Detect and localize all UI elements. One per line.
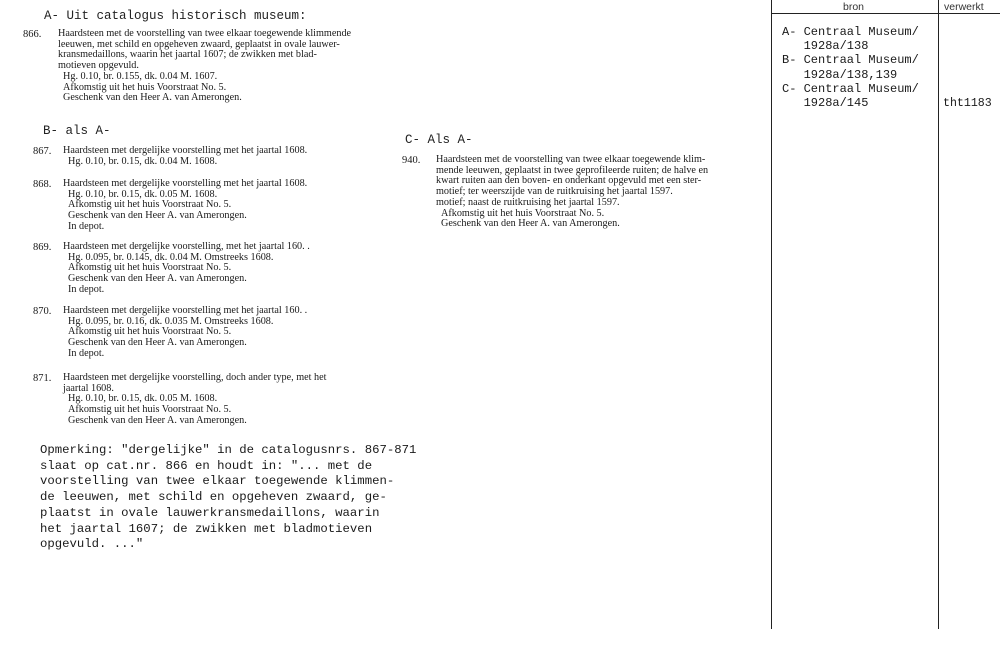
entry-line: Haardsteen met de voorstelling van twee elkaar toegewende klim- — [436, 154, 706, 165]
entry-line: kransmedaillons, waarin het jaartal 1607; de zwikken met blad- — [58, 49, 317, 61]
table-left-border — [771, 0, 772, 629]
entry-number: 940. — [402, 155, 421, 166]
entry-number: 871. — [33, 373, 52, 384]
column-header-bron: bron — [843, 1, 865, 13]
entry-line: In depot. — [68, 283, 105, 295]
entry-line: Haardsteen met dergelijke voorstelling met het jaartal 1608. — [63, 145, 308, 156]
entry-line: In depot. — [68, 347, 105, 359]
processed-code: tht1183 — [943, 97, 992, 110]
section-a-heading: A- Uit catalogus historisch museum: — [44, 9, 307, 23]
entry-number: 867. — [33, 146, 52, 157]
entry-line: Hg. 0.095, br. 0.145, dk. 0.04 M. Omstreeks 1608. — [68, 251, 274, 263]
entry-line: Geschenk van den Heer A. van Amerongen. — [63, 92, 242, 104]
entry-line: Haardsteen met de voorstelling van twee elkaar toegewende klimmende — [58, 28, 352, 39]
remark-line: opgevuld. ..." — [40, 537, 144, 552]
entry-line: mende leeuwen, geplaatst in twee geprofileerde ruiten; de halve en — [436, 164, 709, 176]
remark-line: plaatst in ovale lauwerkransmedaillons, waarin — [40, 505, 380, 520]
remark-block — [40, 443, 416, 553]
entry-number: 870. — [33, 306, 52, 317]
entry-line: Haardsteen met dergelijke voorstelling met het jaartal 1608. — [63, 178, 308, 189]
remark-line: slaat op cat.nr. 866 en houdt in: "... met de — [40, 458, 373, 473]
source-line: 1928a/138,139 — [782, 67, 898, 82]
remark-line: voorstelling van twee elkaar toegewende klimmen- — [40, 474, 395, 489]
remark-line: het jaartal 1607; de zwikken met bladmotieven — [40, 521, 373, 536]
entry-line: Geschenk van den Heer A. van Amerongen. — [68, 337, 247, 349]
source-line: B- Centraal Museum/ — [782, 53, 919, 68]
entry-line: Geschenk van den Heer A. van Amerongen. — [68, 210, 247, 222]
entry-line: motieven opgevuld. — [58, 60, 139, 72]
entry-line: Haardsteen met dergelijke voorstelling met het jaartal 160. . — [63, 305, 308, 316]
entry-line: Hg. 0.10, br. 0.155, dk. 0.04 M. 1607. — [63, 70, 218, 82]
entry-line: Hg. 0.10, br. 0.15, dk. 0.05 M. 1608. — [68, 393, 218, 405]
source-line: 1928a/145 — [782, 96, 869, 111]
entry-line: Geschenk van den Heer A. van Amerongen. — [68, 414, 247, 426]
table-column-divider — [938, 0, 939, 629]
source-line: 1928a/138 — [782, 39, 869, 54]
entry-line: Geschenk van den Heer A. van Amerongen. — [68, 273, 247, 285]
entry-line: Geschenk van den Heer A. van Amerongen. — [441, 218, 620, 230]
entry-line: jaartal 1608. — [63, 382, 114, 394]
entry-number: 866. — [23, 29, 42, 40]
section-b-heading: B- als A- — [43, 124, 111, 138]
table-header-rule — [771, 13, 1000, 14]
entry-line: Haardsteen met dergelijke voorstelling, doch ander type, met het — [63, 372, 327, 383]
source-line: A- Centraal Museum/ — [782, 25, 919, 39]
entry-line: Hg. 0.10, br. 0.15, dk. 0.05 M. 1608. — [68, 188, 218, 200]
entry-line: Afkomstig uit het huis Voorstraat No. 5. — [441, 207, 605, 219]
section-c-heading: C- Als A- — [405, 133, 473, 147]
entry-line: Afkomstig uit het huis Voorstraat No. 5. — [68, 404, 232, 416]
entry-number: 869. — [33, 242, 52, 253]
remark-line: de leeuwen, met schild en opgeheven zwaard, ge- — [40, 490, 387, 505]
entry-line: Afkomstig uit het huis Voorstraat No. 5. — [68, 199, 232, 211]
entry-line: Hg. 0.10, br. 0.15, dk. 0.04 M. 1608. — [68, 155, 218, 167]
entry-line: Haardsteen met dergelijke voorstelling, met het jaartal 160. . — [63, 241, 310, 252]
remark-line: Opmerking: "dergelijke" in de catalogusnrs. 867-871 — [40, 443, 417, 457]
entry-line: Afkomstig uit het huis Voorstraat No. 5. — [68, 326, 232, 338]
entry-line: In depot. — [68, 220, 105, 232]
entry-line: Hg. 0.095, br. 0.16, dk. 0.035 M. Omstreeks 1608. — [68, 315, 274, 327]
entry-line: Afkomstig uit het huis Voorstraat No. 5. — [63, 81, 227, 93]
entry-line: motief; ter weerszijde van de ruitkruising het jaartal 1597. — [436, 186, 673, 198]
entry-number: 868. — [33, 179, 52, 190]
source-references — [782, 25, 919, 110]
source-line: C- Centraal Museum/ — [782, 81, 919, 96]
entry-line: motief; naast de ruitkruising het jaartal 1597. — [436, 196, 620, 208]
entry-line: Afkomstig uit het huis Voorstraat No. 5. — [68, 262, 232, 274]
column-header-verwerkt: verwerkt — [944, 1, 984, 13]
entry-line: kwart ruiten aan den boven- en onderkant opgevuld met een ster- — [436, 175, 702, 187]
entry-line: leeuwen, met schild en opgeheven zwaard, geplaatst in ovale lauwer- — [58, 38, 340, 50]
